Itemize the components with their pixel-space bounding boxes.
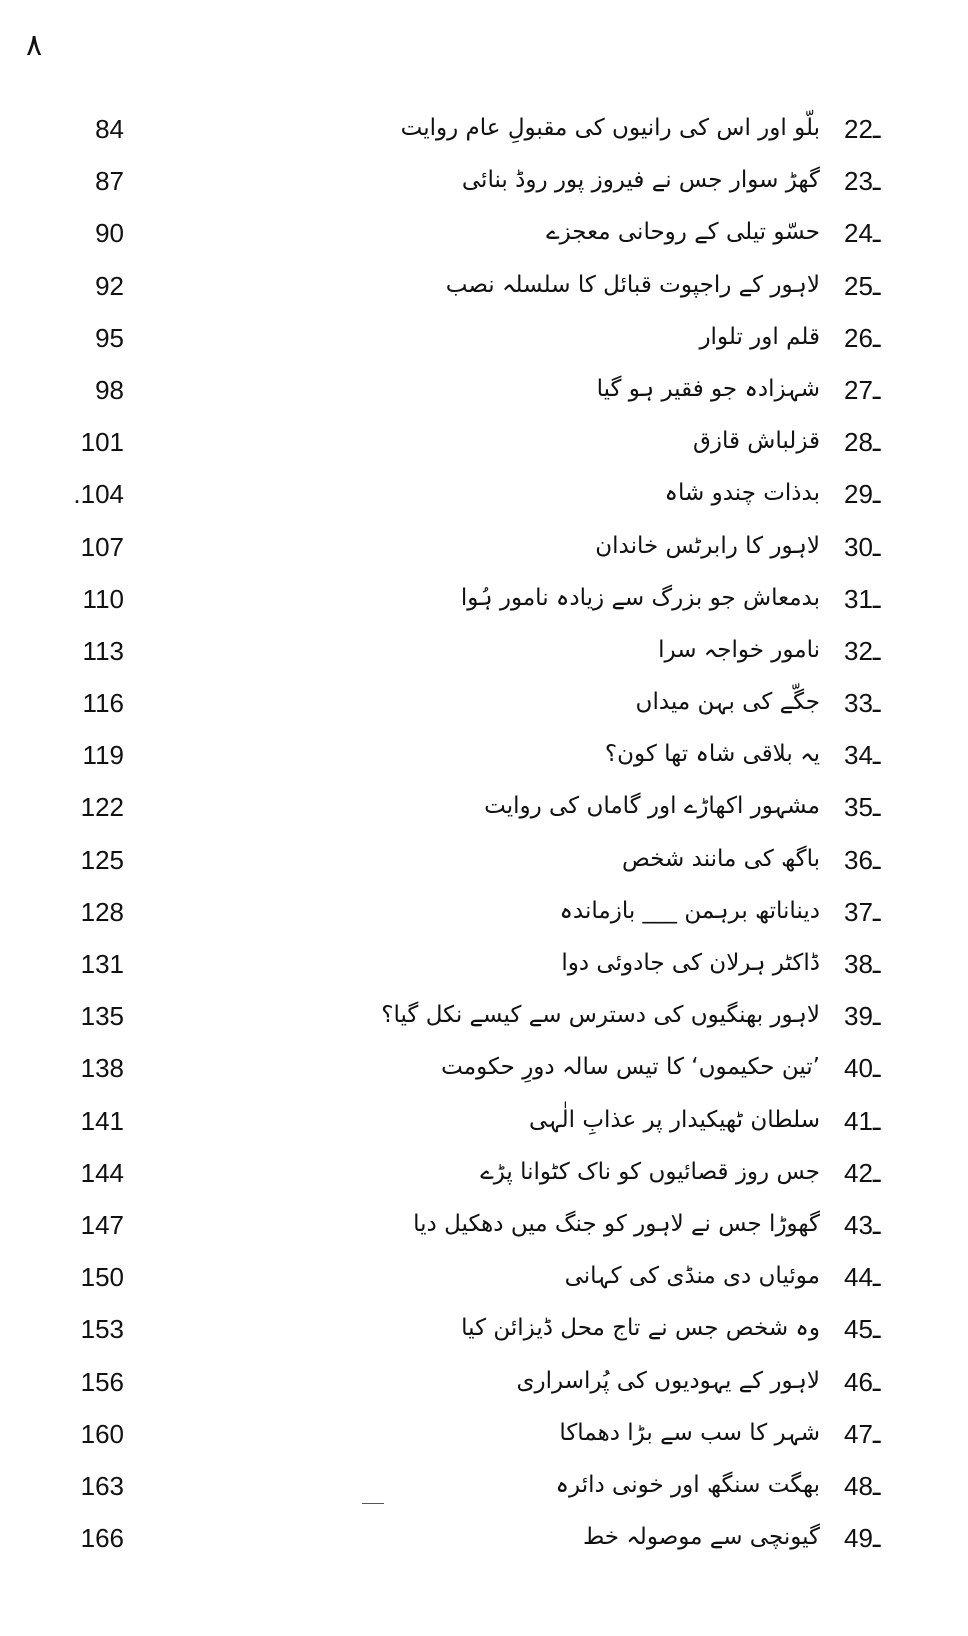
toc-entry-title: گھڑ سوار جس نے فیروز پور روڈ بنائی <box>461 167 820 194</box>
toc-entry-page: 153 <box>80 1314 124 1345</box>
toc-entry-number: 47ـ <box>844 1418 881 1449</box>
toc-entry-number: 22ـ <box>844 114 881 144</box>
toc-entry-title: ڈاکٹر ہرلان کی جادوئی دوا <box>561 950 820 976</box>
toc-entry-number: 30ـ <box>844 531 881 562</box>
toc-entry-title: سلطان ٹھیکیدار پر عذابِ الٰہی <box>528 1106 820 1133</box>
toc-entry <box>0 524 968 576</box>
toc-entry-title: لاہور بھنگیوں کی دسترس سے کیسے نکل گیا؟ <box>381 1002 820 1029</box>
toc-entry-page: 98 <box>95 374 124 405</box>
toc-entry <box>0 1306 968 1358</box>
toc-entry <box>0 941 968 993</box>
toc-entry-page: 160 <box>80 1418 124 1449</box>
toc-entry-title: مشہور اکھاڑے اور گاماں کی روایت <box>484 793 820 820</box>
toc-entry-title: یہ بلاقی شاہ تھا کون؟ <box>604 741 820 768</box>
toc-entry <box>0 1254 968 1306</box>
toc-entry-title: شہزادہ جو فقیر ہو گیا <box>596 375 820 402</box>
table-of-contents <box>0 106 968 1567</box>
toc-entry <box>0 576 968 628</box>
toc-entry-page: 110 <box>82 583 124 614</box>
toc-entry-title: لاہور کا رابرٹس خاندان <box>595 532 820 559</box>
toc-entry-page: 125 <box>80 844 124 875</box>
toc-entry-page: 113 <box>82 635 124 666</box>
toc-entry <box>0 419 968 471</box>
toc-entry <box>0 837 968 889</box>
toc-entry-number: 42ـ <box>844 1157 881 1188</box>
toc-entry-number: 38ـ <box>844 949 881 979</box>
toc-entry-page: 135 <box>80 1001 124 1032</box>
toc-entry <box>0 1202 968 1254</box>
toc-entry-number: 44ـ <box>844 1262 881 1293</box>
toc-entry-title: قلم اور تلوار <box>699 323 820 350</box>
toc-entry <box>0 158 968 210</box>
toc-entry-title: بھگت سنگھ اور خونی دائرہ <box>555 1471 820 1498</box>
toc-entry-number: 33ـ <box>844 688 881 719</box>
toc-entry-number: 24ـ <box>844 218 881 249</box>
toc-entry-number: 48ـ <box>844 1470 881 1501</box>
toc-entry <box>0 367 968 419</box>
toc-entry <box>0 315 968 367</box>
toc-entry-page: 150 <box>80 1262 124 1293</box>
toc-entry-title: جگّے کی بہن میداں <box>635 689 820 716</box>
toc-entry-page: 163 <box>80 1470 124 1501</box>
toc-entry <box>0 1098 968 1150</box>
page-number: ٨ <box>26 28 43 63</box>
toc-entry-page: 95 <box>95 322 124 353</box>
toc-entry <box>0 1045 968 1097</box>
toc-entry <box>0 1150 968 1202</box>
toc-entry-page: 101 <box>80 427 124 458</box>
toc-entry <box>0 210 968 262</box>
toc-entry <box>0 680 968 732</box>
toc-entry-number: 39ـ <box>844 1001 881 1032</box>
toc-entry-number: 41ـ <box>844 1105 881 1136</box>
toc-entry-title: شہر کا سب سے بڑا دھماکا <box>559 1419 820 1446</box>
toc-entry-page: 131 <box>80 949 124 979</box>
toc-entry-page: 147 <box>80 1209 124 1240</box>
toc-entry-title: بلّو اور اس کی رانیوں کی مقبولِ عام روایت <box>400 115 820 141</box>
toc-entry-number: 40ـ <box>844 1053 881 1084</box>
toc-entry-title: لاہور کے یہودیوں کی پُراسراری <box>516 1367 820 1394</box>
toc-entry-number: 27ـ <box>844 374 881 405</box>
toc-entry-number: 28ـ <box>844 427 881 458</box>
toc-entry-title: باگھ کی مانند شخص <box>622 845 820 872</box>
toc-entry-page: 92 <box>95 270 124 301</box>
toc-entry-number: 29ـ <box>844 479 881 510</box>
toc-entry-number: 32ـ <box>844 635 881 666</box>
toc-entry <box>0 784 968 836</box>
toc-entry-page: 84 <box>95 114 124 144</box>
toc-entry-title: گھوڑا جس نے لاہور کو جنگ میں دھکیل دیا <box>413 1210 820 1237</box>
toc-entry <box>0 1463 968 1515</box>
toc-entry <box>0 471 968 523</box>
toc-entry-number: 37ـ <box>844 896 881 927</box>
toc-entry-title: قزلباش قازق <box>693 428 820 455</box>
toc-entry <box>0 628 968 680</box>
toc-entry-page: 122 <box>80 792 124 823</box>
toc-entry-number: 26ـ <box>844 322 881 353</box>
toc-entry-page: 138 <box>80 1053 124 1084</box>
toc-entry-page: 144 <box>80 1157 124 1188</box>
toc-entry-title: لاہور کے راجپوت قبائل کا سلسلہ نصب <box>445 271 820 298</box>
toc-entry-number: 31ـ <box>844 583 881 614</box>
toc-entry-number: 25ـ <box>844 270 881 301</box>
toc-entry-page: 116 <box>82 688 124 719</box>
toc-entry-number: 45ـ <box>844 1314 881 1345</box>
stray-mark <box>362 1503 384 1504</box>
toc-entry-number: 46ـ <box>844 1366 881 1397</box>
toc-entry-page: 119 <box>82 740 124 771</box>
toc-entry-title: گیونچی سے موصولہ خط <box>582 1524 820 1551</box>
toc-entry <box>0 106 968 158</box>
toc-entry <box>0 1411 968 1463</box>
toc-entry-number: 23ـ <box>844 166 881 197</box>
toc-entry-number: 34ـ <box>844 740 881 771</box>
toc-entry <box>0 993 968 1045</box>
toc-entry-number: 36ـ <box>844 844 881 875</box>
toc-entry <box>0 889 968 941</box>
toc-entry-number: 43ـ <box>844 1209 881 1240</box>
toc-entry-number: 35ـ <box>844 792 881 823</box>
toc-entry-page: 128 <box>80 896 124 927</box>
toc-entry-title: دیناناتھ برہمن ___ بازماندہ <box>559 897 820 924</box>
toc-entry-title: بدذات چندو شاہ <box>664 480 820 507</box>
toc-entry-title: موئیاں دی منڈی کی کہانی <box>564 1263 820 1290</box>
toc-entry-number: 49ـ <box>844 1523 881 1554</box>
toc-entry-title: بدمعاش جو بزرگ سے زیادہ نامور ہُوا <box>460 584 820 611</box>
toc-entry-title: ’تین حکیموں‘ کا تیس سالہ دورِ حکومت <box>441 1054 820 1081</box>
toc-entry-title: نامور خواجہ سرا <box>658 636 820 663</box>
toc-entry-page: .104 <box>73 479 124 510</box>
toc-entry-page: 141 <box>80 1105 124 1136</box>
toc-entry-title: جس روز قصائیوں کو ناک کٹوانا پڑے <box>480 1158 820 1185</box>
toc-entry <box>0 732 968 784</box>
toc-entry <box>0 1359 968 1411</box>
toc-entry-title: وہ شخص جس نے تاج محل ڈیزائن کیا <box>461 1315 820 1342</box>
toc-entry-title: حسّو تیلی کے روحانی معجزے <box>546 219 820 246</box>
toc-entry-page: 166 <box>80 1523 124 1554</box>
toc-entry-page: 107 <box>80 531 124 562</box>
toc-entry-page: 156 <box>80 1366 124 1397</box>
toc-entry <box>0 1515 968 1567</box>
toc-entry-page: 90 <box>95 218 124 249</box>
toc-entry-page: 87 <box>95 166 124 197</box>
toc-entry <box>0 263 968 315</box>
